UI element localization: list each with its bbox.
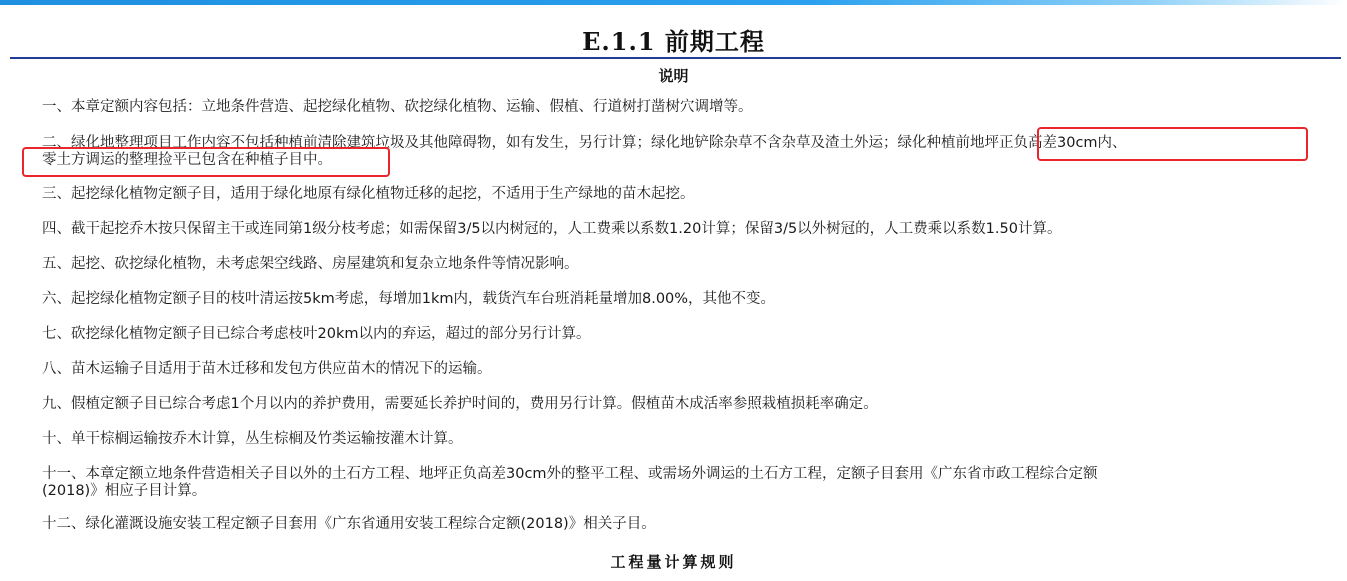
note-item-11 [42, 466, 1332, 500]
title-divider [10, 57, 1341, 59]
note-line: 十一、本章定额立地条件营造相关子目以外的土石方工程、地坪正负高差30cm外的整平工程、或需场外调运的土石方工程，定额子目套用《广东省市政工程综合定额 [42, 466, 1098, 482]
note-item-8 [42, 361, 1332, 378]
note-item-6 [42, 291, 1332, 308]
note-item-1 [42, 99, 1332, 116]
note-line: 七、砍挖绿化植物定额子目已综合考虑枝叶20km以内的弃运，超过的部分另行计算。 [42, 326, 591, 342]
note-line: 一、本章定额内容包括：立地条件营造、起挖绿化植物、砍挖绿化植物、运输、假植、行道树打凿树穴调增等。 [42, 99, 753, 115]
red-highlight-box [22, 147, 390, 177]
notes-heading: 说明 [658, 67, 689, 85]
chapter-title: E.1.1 前期工程 [582, 27, 765, 56]
red-highlight-box [1037, 127, 1308, 161]
note-item-12 [42, 516, 1332, 533]
rules-heading: 工程量计算规则 [610, 553, 737, 571]
note-line: 五、起挖、砍挖绿化植物，未考虑架空线路、房屋建筑和复杂立地条件等情况影响。 [42, 256, 579, 272]
note-line: 二、绿化地整理项目工作内容不包括种植前清除建筑垃圾及其他障碍物，如有发生，另行计算；绿化地铲除杂草不含杂草及渣土外运；绿化种植前地坪正负高差30cm内、 [42, 135, 1127, 151]
note-line: 十二、绿化灌溉设施安装工程定额子目套用《广东省通用安装工程综合定额(2018)》相关子目。 [42, 516, 656, 532]
note-line: (2018)》相应子目计算。 [42, 483, 207, 499]
note-line: 零土方调运的整理捡平已包含在种植子目中。 [42, 152, 332, 168]
note-line: 十、单干棕榈运输按乔木计算，丛生棕榈及竹类运输按灌木计算。 [42, 431, 463, 447]
note-line: 八、苗木运输子目适用于苗木迁移和发包方供应苗木的情况下的运输。 [42, 361, 492, 377]
note-line: 四、截干起挖乔木按只保留主干或连同第1级分枝考虑；如需保留3/5以内树冠的，人工费乘以系数1.20计算；保留3/5以外树冠的，人工费乘以系数1.50计算。 [42, 221, 1062, 237]
note-item-9 [42, 396, 1332, 413]
top-accent-bar [0, 0, 1347, 5]
note-item-4 [42, 221, 1332, 238]
note-line: 九、假植定额子目已综合考虑1个月以内的养护费用，需要延长养护时间的，费用另行计算。假植苗木成活率参照栽植损耗率确定。 [42, 396, 878, 412]
note-line: 六、起挖绿化植物定额子目的枝叶清运按5km考虑，每增加1km内，载货汽车台班消耗量增加8.00%，其他不变。 [42, 291, 776, 307]
note-item-10 [42, 431, 1332, 448]
note-item-3 [42, 186, 1332, 203]
note-item-5 [42, 256, 1332, 273]
note-item-7 [42, 326, 1332, 343]
note-line: 三、起挖绿化植物定额子目，适用于绿化地原有绿化植物迁移的起挖，不适用于生产绿地的苗木起挖。 [42, 186, 695, 202]
